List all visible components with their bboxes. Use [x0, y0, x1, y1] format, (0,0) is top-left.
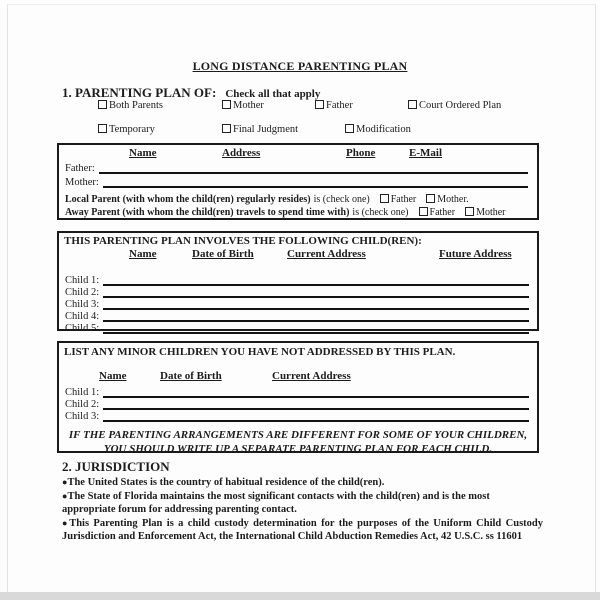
child-label: Child 2: [65, 399, 100, 410]
section1-heading: 1. PARENTING PLAN OF: [62, 85, 217, 100]
jurisdiction-heading: 2. JURISDICTION [62, 459, 170, 474]
column-header-name: Name [129, 248, 157, 260]
column-header-email: E-Mail [409, 147, 442, 159]
checkbox-label: Father [390, 194, 417, 205]
checkbox-label: Final Judgment [233, 124, 299, 135]
father-label: Father: [65, 163, 95, 174]
child-row [65, 321, 529, 334]
checkbox-label: Father [326, 100, 353, 111]
away-parent-text: Away Parent (with whom the child(ren) travels to spend time with) [65, 207, 350, 218]
page-title: LONG DISTANCE PARENTING PLAN [192, 59, 408, 73]
child-label: Child 1: [65, 387, 100, 398]
mother-row [65, 175, 528, 188]
checkbox-icon[interactable] [222, 100, 231, 109]
bullet-text: This Parenting Plan is a child custody determination for the purposes of the Uniform Child Custody Jurisdiction and Enforcement Act, the International Child Abduction Remedies Act, 42 U.S.C. ss 11601 [62, 517, 544, 542]
child-label: Child 5: [65, 323, 100, 334]
note-line: IF THE PARENTING ARRANGEMENTS ARE DIFFERENT FOR SOME OF YOUR CHILDREN, [68, 429, 528, 441]
child-label: Child 3: [65, 411, 100, 422]
jurisdiction-bullet [62, 476, 543, 490]
jurisdiction-bullet [62, 517, 543, 544]
checkbox-icon[interactable] [98, 124, 107, 133]
checkbox-label: Court Ordered Plan [419, 100, 502, 111]
checkbox-item-both-parents[interactable] [98, 100, 163, 111]
column-header-future-address: Future Address [439, 248, 512, 260]
minor-box-heading: LIST ANY MINOR CHILDREN YOU HAVE NOT ADDRESSED BY THIS PLAN. [64, 346, 456, 358]
check-one-text: is (check one) [352, 207, 409, 218]
child-write-line[interactable] [103, 321, 529, 334]
local-parent-line [65, 194, 469, 205]
column-header-address: Address [222, 147, 261, 159]
father-write-line[interactable] [99, 161, 528, 174]
checkbox-label: Mother [233, 100, 264, 111]
checkbox-item-away-father[interactable] [419, 207, 456, 218]
child-label: Child 3: [65, 299, 100, 310]
bullet-text: The State of Florida maintains the most significant contacts with the child(ren) and is the most appropriate forum for addressing parenting contact. [62, 490, 490, 515]
jurisdiction-bullet [62, 490, 543, 517]
minor-children-box [57, 341, 539, 453]
column-header-name: Name [99, 370, 127, 382]
mother-label: Mother: [65, 177, 99, 188]
checkbox-icon[interactable] [426, 194, 435, 203]
checkbox-icon[interactable] [380, 194, 389, 203]
mother-write-line[interactable] [103, 175, 528, 188]
checkbox-icon[interactable] [98, 100, 107, 109]
check-all-instruction: Check all that apply [225, 88, 321, 100]
checkbox-label: Both Parents [109, 100, 163, 111]
checkbox-item-local-father[interactable] [380, 194, 417, 205]
local-parent-text: Local Parent (with whom the child(ren) regularly resides) [65, 194, 311, 205]
checkbox-icon[interactable] [345, 124, 354, 133]
child-label: Child 1: [65, 275, 100, 286]
checkbox-item-final-judgment[interactable] [222, 124, 298, 135]
bullet-text: The United States is the country of habitual residence of the child(ren). [67, 477, 385, 488]
section1-heading-row [62, 85, 320, 101]
jurisdiction-bullets [62, 476, 543, 544]
child-row [65, 409, 529, 422]
checkbox-item-modification[interactable] [345, 124, 411, 135]
checkbox-item-away-mother[interactable] [465, 207, 505, 218]
checkbox-label: Father [429, 207, 456, 218]
child-label: Child 4: [65, 311, 100, 322]
page-edge-left [7, 4, 8, 592]
checkbox-item-temporary[interactable] [98, 124, 155, 135]
checkbox-item-father[interactable] [315, 100, 353, 111]
children-box [57, 231, 539, 334]
away-parent-line [65, 207, 506, 218]
bullet-icon: ● [62, 477, 68, 487]
bullet-icon: ● [62, 490, 68, 501]
page-edge-right [595, 4, 596, 592]
page-edge-bottom [0, 592, 600, 600]
checkbox-item-local-mother[interactable] [426, 194, 468, 205]
separate-plan-note [59, 428, 537, 456]
parents-info-box [57, 143, 539, 220]
checkbox-icon[interactable] [315, 100, 324, 109]
column-header-current-address: Current Address [272, 370, 351, 382]
checkbox-icon[interactable] [465, 207, 474, 216]
checkbox-label: Modification [356, 124, 411, 135]
column-header-name: Name [129, 147, 157, 159]
children-box-heading: THIS PARENTING PLAN INVOLVES THE FOLLOWING CHILD(REN): [64, 235, 422, 247]
column-header-phone: Phone [346, 147, 376, 159]
checkbox-icon[interactable] [419, 207, 428, 216]
checkbox-icon[interactable] [222, 124, 231, 133]
bullet-icon: ● [62, 517, 70, 528]
checkbox-item-court-ordered-plan[interactable] [408, 100, 501, 111]
check-one-text: is (check one) [313, 194, 370, 205]
father-row [65, 161, 528, 174]
checkbox-item-mother[interactable] [222, 100, 264, 111]
page-edge-top [7, 4, 595, 5]
column-header-current-address: Current Address [287, 248, 366, 260]
checkbox-label: Mother [476, 207, 506, 218]
checkbox-icon[interactable] [408, 100, 417, 109]
note-line: YOU SHOULD WRITE UP A SEPARATE PARENTING PLAN FOR EACH CHILD. [103, 443, 493, 455]
column-header-dob: Date of Birth [160, 370, 222, 382]
checkbox-label: Temporary [109, 124, 155, 135]
checkbox-label: Mother. [437, 194, 469, 205]
child-write-line[interactable] [103, 409, 529, 422]
column-header-dob: Date of Birth [192, 248, 254, 260]
child-label: Child 2: [65, 287, 100, 298]
